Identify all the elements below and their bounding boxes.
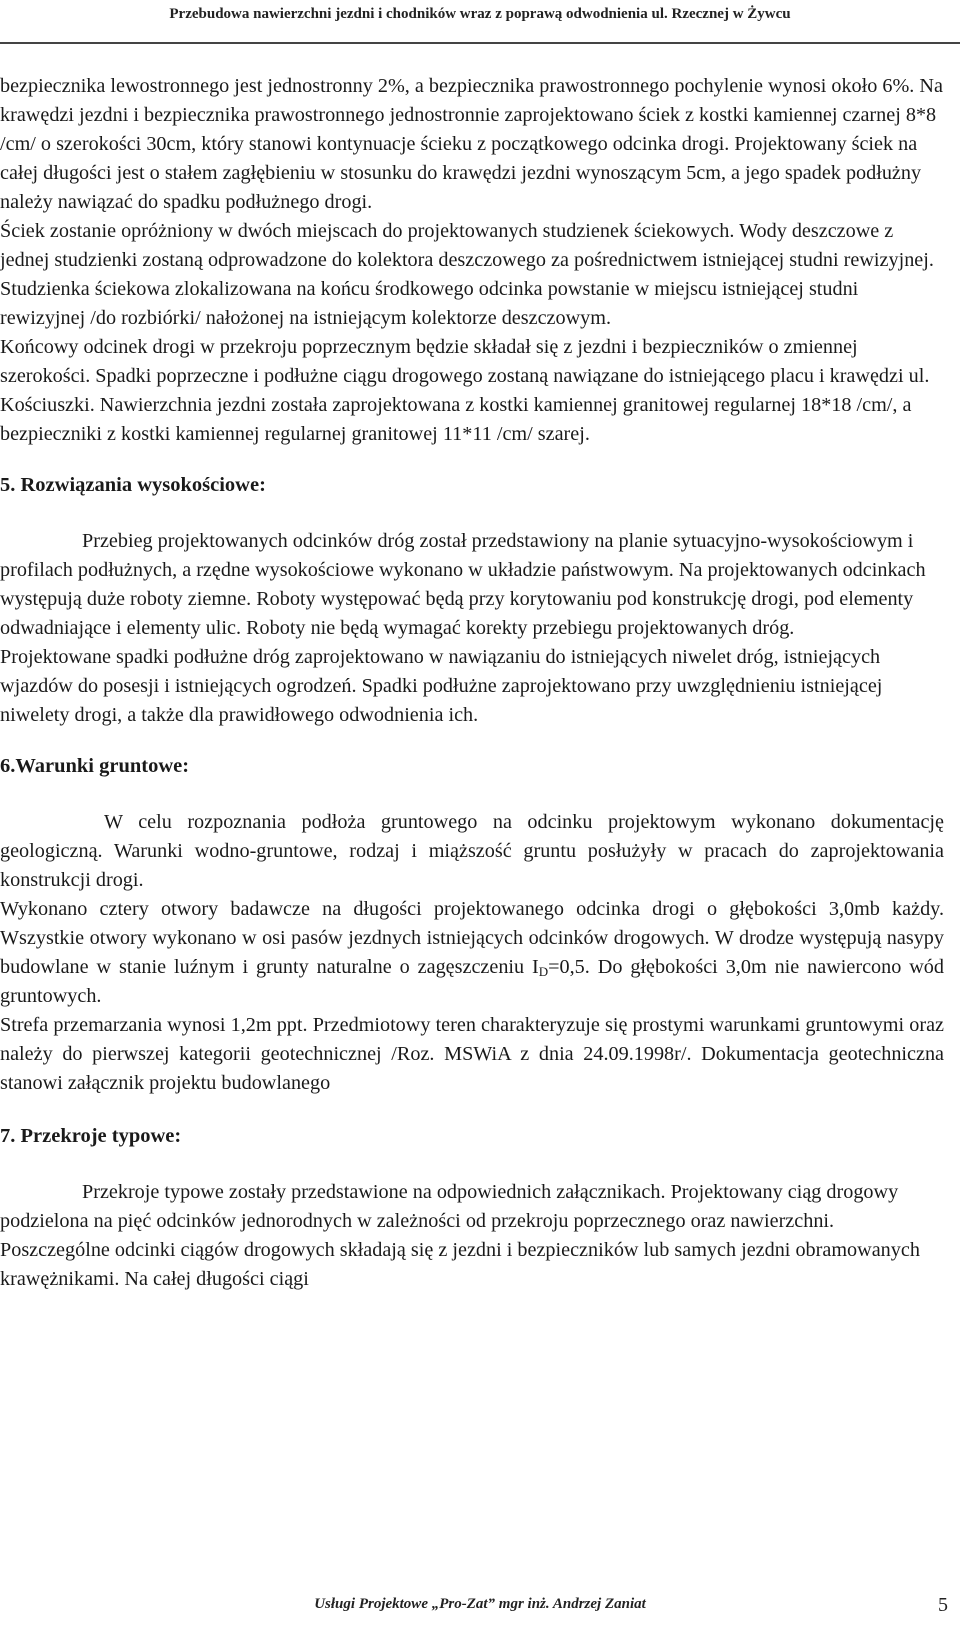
section-6-paragraph-2 [0,895,944,1011]
section-6-paragraph-2-tail: =0,5. Do głębokości 3,0m nie nawiercono wód gruntowych. [0,956,944,1007]
section-5-paragraph-2: Projektowane spadki podłużne dróg zaprojektowano w nawiązaniu do istniejących niwelet dróg, istniejących wjazdów do posesji i istniejących ogrodzeń. Spadki podłużne zaprojektowano przy uwzględnieniu istniejącej niwelety drogi, a także dla prawidłowego odwodnienia ich. [0,646,883,726]
section-5-paragraph-1: Przebieg projektowanych odcinków dróg został przedstawiony na planie sytuacyjno-wysokościowym i profilach podłużnych, a rzędne wysokościowe wykonano w układzie państwowym. Na projektowanych odcinkach występują duże roboty ziemne. Roboty występować będą przy korytowaniu pod konstrukcję drogi, pod elementy odwadniające i elementy ulic. Roboty nie będą wymagać korekty przebiegu projektowanych dróg. [0,530,926,639]
document-body [0,72,944,1294]
paragraph-drainage-1: bezpiecznika lewostronnego jest jednostronny 2%, a bezpiecznika prawostronnego pochylenie wynosi około 6%. Na krawędzi jezdni i bezpiecznika prawostronnego jednostronnie zaprojektowano ściek z kostki kamiennej czarnej 8*8 /cm/ o szerokości 30cm, który stanowi kontynuacje ścieku z początkowego odcinka drogi. Projektowany ściek na całej długości jest o stałem zagłębieniu w stosunku do krawędzi jezdni wynoszącym 5cm, a jego spadek podłużny należy nawiązać do spadku podłużnego drogi. [0,75,943,213]
header-rule [0,42,960,44]
subscript-d: D [538,964,549,979]
section-6-paragraph-3: Strefa przemarzania wynosi 1,2m ppt. Przedmiotowy teren charakteryzuje się prostymi warunkami gruntowymi oraz należy do pierwszej kategorii geotechnicznej /Roz. MSWiA z dnia 24.09.1998r/. Dokumentacja geotechniczna stanowi załącznik projektu budowlanego [0,1014,944,1094]
running-header: Przebudowa nawierzchni jezdni i chodników wraz z poprawą odwodnienia ul. Rzecznej w Żywcu [169,6,791,22]
section-7-paragraph-1: Przekroje typowe zostały przedstawione na odpowiednich załącznikach. Projektowany ciąg drogowy podzielona na pięć odcinków jednorodnych w zależności od przekroju poprzecznego oraz nawierzchni. Poszczególne odcinki ciągów drogowych składają się z jezdni i bezpieczników lub samych jezdni obramowanych krawężnikami. Na całej długości ciągi [0,1181,920,1290]
section-6-paragraph-2-text: Wykonano cztery otwory badawcze na długości projektowanego odcinka drogi o głębokości 3,0mb każdy. Wszystkie otwory wykonano w osi pasów jezdnych istniejących odcinków drogowych. W drodze występują nasypy budowlane w stanie luźnym i grunty naturalne o zagęszczeniu I [0,898,944,978]
paragraph-drainage-2: Ściek zostanie opróżniony w dwóch miejscach do projektowanych studzienek ściekowych. Wody deszczowe z jednej studzienki zostaną odprowadzone do kolektora deszczowego za pośrednictwem istniejącej studni rewizyjnej. Studzienka ściekowa zlokalizowana na końcu środkowego odcinka powstanie w miejscu istniejącej studni rewizyjnej /do rozbiórki/ nałożonej na istniejącym kolektorze deszczowym. [0,220,934,329]
running-footer: Usługi Projektowe „Pro-Zat” mgr inż. Andrzej Zaniat [314,1596,646,1612]
section-6-paragraph-1: W celu rozpoznania podłoża gruntowego na odcinku projektowym wykonano dokumentację geologiczną. Warunki wodno-gruntowe, rodzaj i miąższość gruntu posłużyły w pracach do zaprojektowania konstrukcji drogi. [0,811,944,891]
paragraph-end-section: Końcowy odcinek drogi w przekroju poprzecznym będzie składał się z jezdni i bezpieczników o zmiennej szerokości. Spadki poprzeczne i podłużne ciągu drogowego zostaną nawiązane do istniejącego placu i krawędzi ul. Kościuszki. Nawierzchnia jezdni została zaprojektowana z kostki kamiennej granitowej regularnej 18*18 /cm/, a bezpieczniki z kostki kamiennej regularnej granitowej 11*11 /cm/ szarej. [0,336,930,445]
section-5-heading: 5. Rozwiązania wysokościowe: [0,474,266,496]
section-6-heading: 6.Warunki gruntowe: [0,755,190,777]
section-7-heading: 7. Przekroje typowe: [0,1125,182,1147]
page-number: 5 [938,1594,948,1616]
